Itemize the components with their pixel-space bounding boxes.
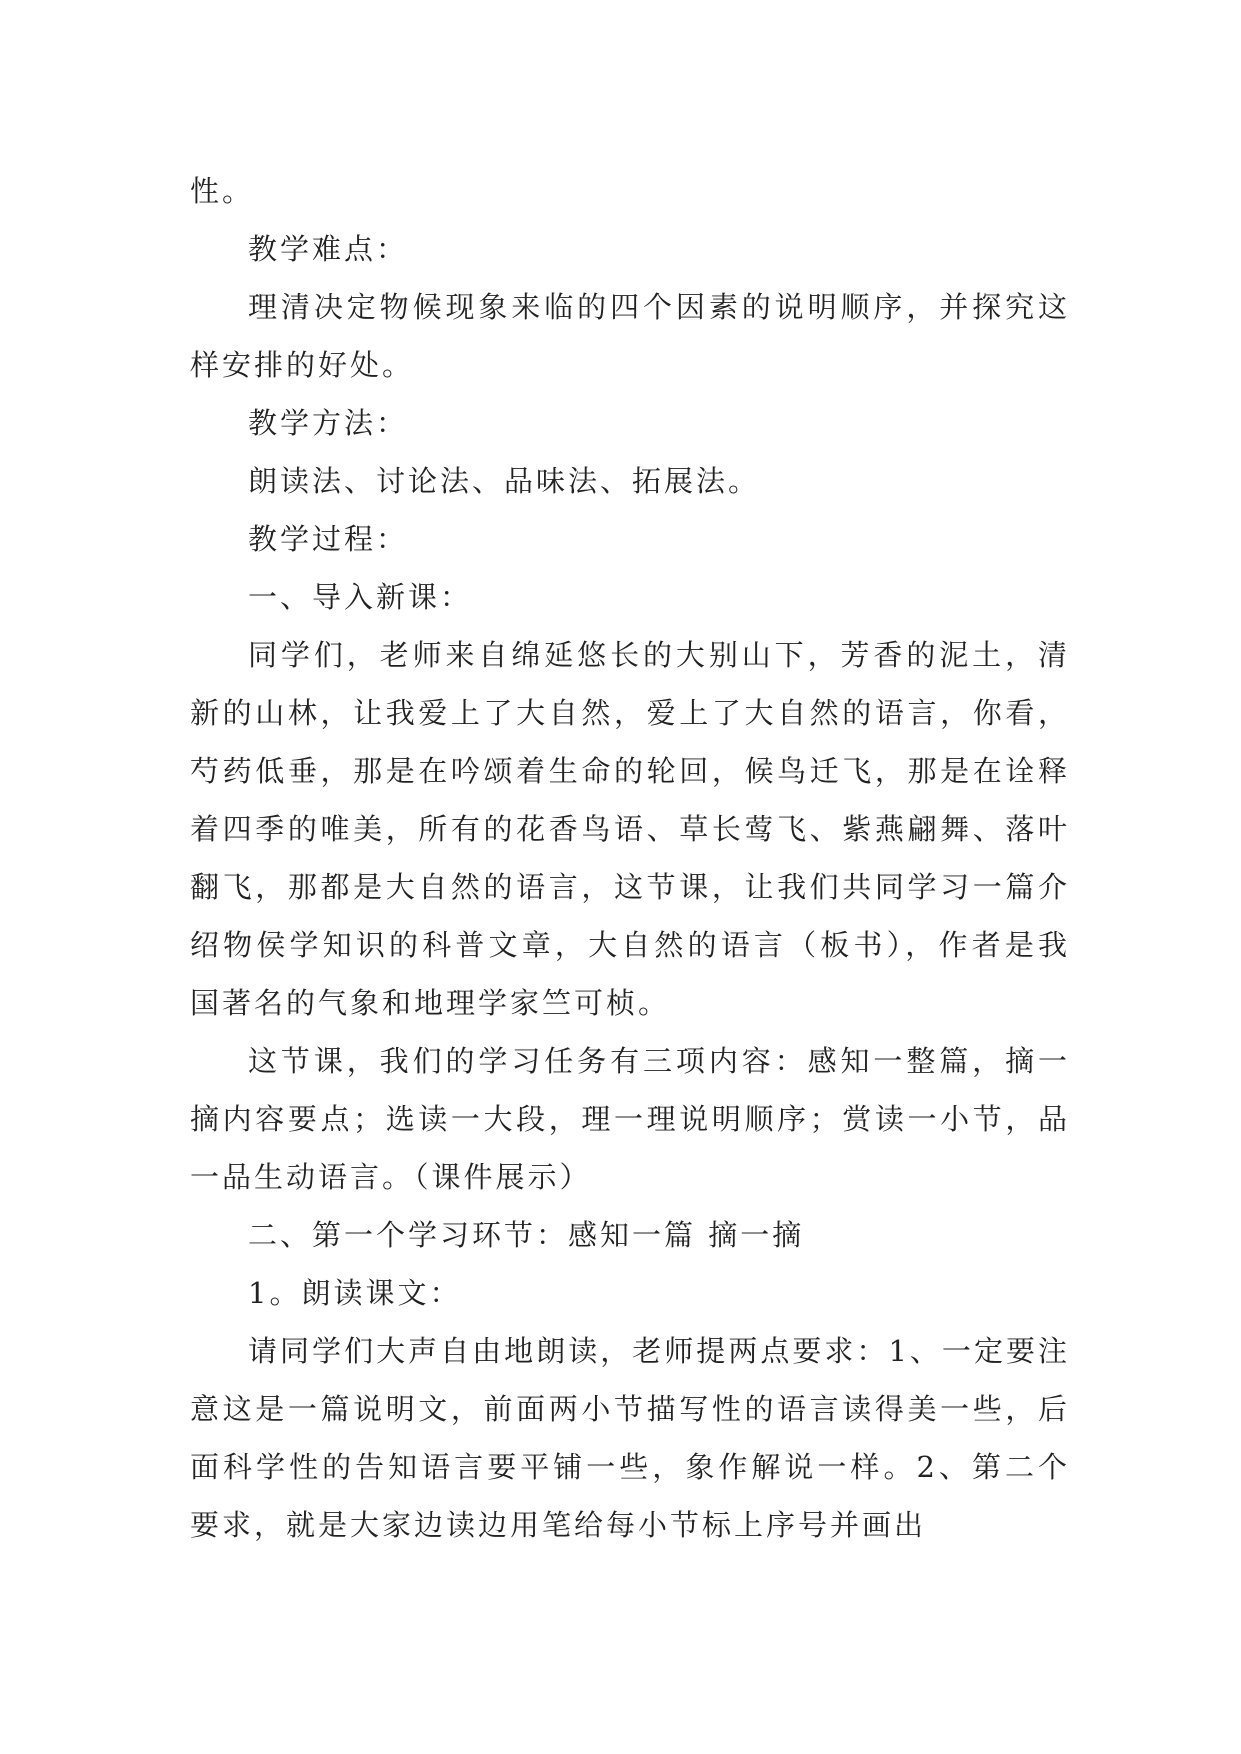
heading-teaching-method: 教学方法： [248, 406, 409, 440]
heading-first-section: 二、第一个学习环节：感知一篇 摘一摘 [248, 1218, 805, 1252]
paragraph-reading-requirements: 请同学们大声自由地朗读，老师提两点要求：1、一定要注意这是一篇说明文，前面两小节描写性的语言读得美一些，后面科学性的告知语言要平铺一些，象作解说一样。2、第二个要求，就是大家边读边用笔给每小节标上序号并画出 [190, 1334, 1070, 1542]
heading-teaching-process: 教学过程： [248, 522, 409, 556]
paragraph-introduction: 同学们，老师来自绵延悠长的大别山下，芳香的泥土，清新的山林，让我爱上了大自然，爱上了大自然的语言，你看，芍药低垂，那是在吟颂着生命的轮回，候鸟迁飞，那是在诠释着四季的唯美，所有的花香鸟语、草长莺飞、紫燕翩舞、落叶翻飞，那都是大自然的语言，这节课，让我们共同学习一篇介绍物侯学知识的科普文章，大自然的语言（板书），作者是我国著名的气象和地理学家竺可桢。 [190, 638, 1070, 1020]
document-body [190, 162, 1070, 1554]
paragraph-learning-tasks: 这节课，我们的学习任务有三项内容：感知一整篇，摘一摘内容要点；选读一大段，理一理说明顺序；赏读一小节，品一品生动语言。（课件展示） [190, 1044, 1070, 1194]
paragraph-continuation: 性。 [190, 174, 255, 208]
heading-reading-text: 1。朗读课文： [248, 1276, 462, 1310]
paragraph-teaching-difficulty: 理清决定物候现象来临的四个因素的说明顺序，并探究这样安排的好处。 [190, 290, 1070, 382]
heading-teaching-difficulty: 教学难点： [248, 232, 409, 266]
heading-introduction: 一、导入新课： [248, 580, 473, 614]
paragraph-teaching-method: 朗读法、讨论法、品味法、拓展法。 [248, 464, 761, 498]
